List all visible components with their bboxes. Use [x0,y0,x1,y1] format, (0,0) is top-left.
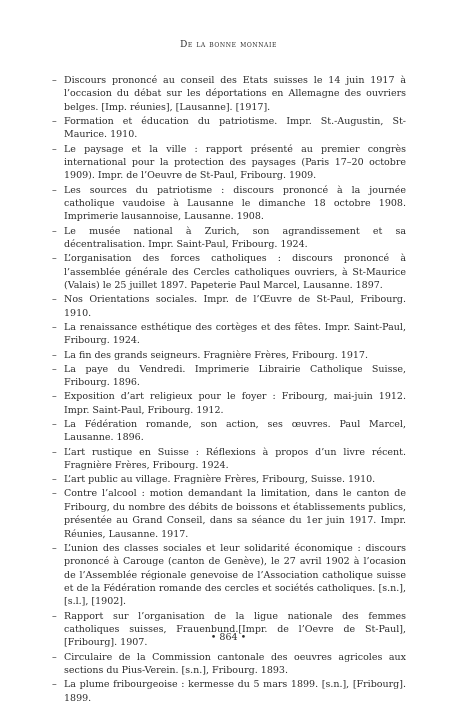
entry-dash: – [52,116,57,128]
bibliography-entry [52,225,406,252]
entry-text: Circulaire de la Commission cantonale des oeuvres agricoles aux sections du Pius-Verein. [s.n.], Fribourg. 1893. [64,651,406,677]
bibliography-entry [52,363,406,390]
entry-dash: – [52,651,57,663]
entry-text: L’art rustique en Suisse : Réflexions à propos d’un livre récent. Fragnière Frères, Fribourg. 1924. [64,446,406,471]
entry-text: La fin des grands seigneurs. Fragnière Frères, Fribourg. 1917. [64,349,368,361]
entry-dash: – [52,363,57,375]
entry-text: Le musée national à Zurich, son agrandissement et sa décentralisation. Impr. Saint-Paul, Fribourg. 1924. [64,225,406,251]
bibliography-entry [52,542,406,609]
entry-dash: – [52,321,57,333]
entry-dash: – [52,253,57,265]
bibliography-entry [52,390,406,417]
entry-dash: – [52,679,57,691]
bibliography-entry [52,143,406,183]
bibliography-entry [52,74,406,114]
entry-text: L’organisation des forces catholiques : discours prononcé à l’assemblée générale des Cercles catholiques ouvriers, à St-Maurice (Valais) le 25 juillet 1897. Papeterie Paul Marcel, Lausanne. 1897. [64,253,406,292]
bibliography-entry [52,473,406,486]
entry-dash: – [52,184,57,196]
entry-text: Exposition d’art religieux pour le foyer : Fribourg, mai-juin 1912. Impr. Saint-Paul, Fribourg. 1912. [64,391,406,416]
entry-text: La renaissance esthétique des cortèges et des fêtes. Impr. Saint-Paul, Fribourg. 1924. [64,321,406,347]
entry-text: Nos Orientations sociales. Impr. de l’Œuvre de St-Paul, Fribourg. 1910. [64,294,406,319]
bibliography-entry [52,115,406,142]
entry-text: L’art public au village. Fragnière Frères, Fribourg, Suisse. 1910. [64,474,376,486]
bibliography-entry [52,293,406,320]
entry-dash: – [52,610,57,622]
entry-text: La Fédération romande, son action, ses œuvres. Paul Marcel, Lausanne. 1896. [64,418,406,444]
entry-text: Discours prononcé au conseil des Etats suisses le 14 juin 1917 à l’occasion du débat sur les déportations en Allemagne des ouvriers belges. [Imp. réunies], [Lausanne]. [1917]. [64,75,406,113]
bibliography-entry [52,610,406,650]
entry-dash: – [52,294,57,306]
entry-dash: – [52,225,57,237]
entry-dash: – [52,418,57,430]
bibliography-list [52,74,406,706]
bibliography-entry [52,487,406,541]
bibliography-entry [52,184,406,224]
entry-dash: – [52,75,57,86]
entry-text: Formation et éducation du patriotisme. Impr. St.-Augustin, St-Maurice. 1910. [64,116,406,141]
entry-dash: – [52,488,57,500]
entry-dash: – [52,143,57,155]
entry-text: Contre l’alcool : motion demandant la limitation, dans le canton de Fribourg, du nombre des débits de boissons et établissements publics, présentée au Grand Conseil, dans sa séance du 1er juin 1917. Impr. Réunies, Lausanne. 1917. [64,488,406,540]
entry-text: L’union des classes sociales et leur solidarité économique : discours prononcé à Carouge (canton de Genève), le 27 avril 1902 à l’ocasion de l’Assemblée régionale genevoise de l’Association catholique suisse et de la Fédération romande des cercles et sociétés catholiques. [s.n.], [s.l.], [1902]. [64,542,406,608]
bibliography-entry [52,446,406,473]
entry-text: Les sources du patriotisme : discours prononcé à la journée catholique vaudoise à Lausanne le dimanche 18 octobre 1908. Imprimerie lausannoise, Lausanne. 1908. [64,184,406,223]
bibliography-entry [52,252,406,292]
bibliography-entry [52,321,406,348]
running-head: De la bonne monnaie [180,40,277,50]
page-number: • 864 • [210,632,247,643]
entry-dash: – [52,446,57,458]
bibliography-entry [52,678,406,705]
bibliography-entry [52,418,406,445]
entry-dash: – [52,391,57,403]
entry-text: La paye du Vendredi. Imprimerie Librairie Catholique Suisse, Fribourg. 1896. [64,363,406,389]
entry-text: La plume fribourgeoise : kermesse du 5 mars 1899. [s.n.], [Fribourg]. 1899. [64,679,406,704]
bibliography-entry [52,349,406,362]
bibliography-entry [52,651,406,678]
entry-dash: – [52,474,57,486]
entry-dash: – [52,542,57,554]
entry-text: Rapport sur l’organisation de la ligue nationale des femmes catholiques suisses, Frauenbund.[Impr. de l’Oevre de St-Paul], [Fribourg]. 1907. [64,610,406,649]
entry-dash: – [52,349,57,361]
entry-text: Le paysage et la ville : rapport présenté au premier congrès international pour la protection des paysages (Paris 17–20 octobre 1909). Impr. de l’Oeuvre de St-Paul, Fribourg. 1909. [64,143,406,182]
